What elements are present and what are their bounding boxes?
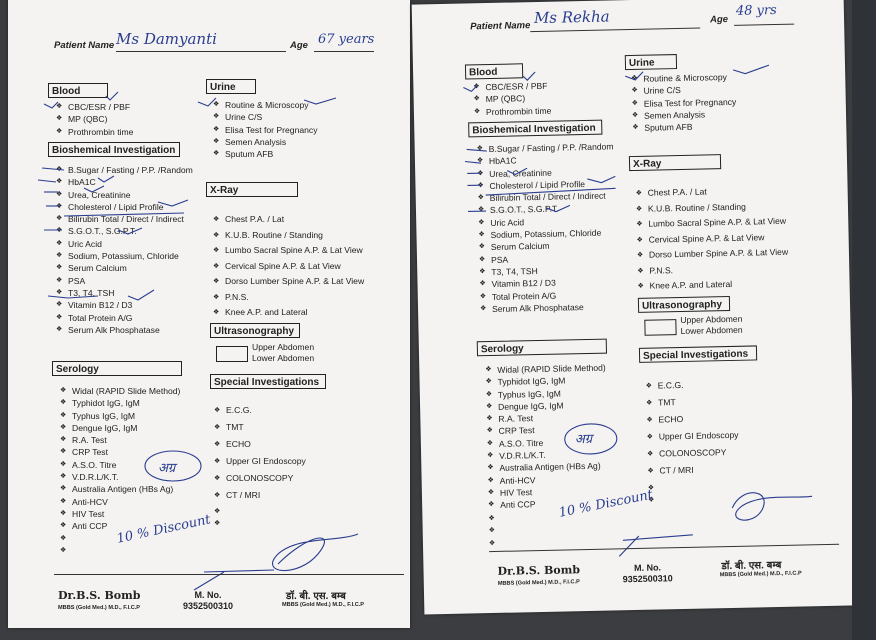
list-item: ❖ Cholesterol / Lipid Profile bbox=[477, 177, 614, 192]
list-item: ❖ MP (QBC) bbox=[474, 92, 552, 106]
blood-list bbox=[473, 80, 551, 119]
doctor-qualification: MBBS (Gold Med.) M.D., F.I.C.P bbox=[497, 579, 580, 587]
mobile-label: M. No. bbox=[633, 562, 662, 574]
usg-upper: Upper Abdomen bbox=[680, 313, 743, 326]
list-item: ❖ V.D.R.L/K.T. bbox=[487, 448, 608, 463]
biochem-list bbox=[477, 140, 617, 315]
doctor-name: Dr.B.S. Bomb bbox=[58, 589, 141, 602]
urine-list bbox=[213, 99, 318, 160]
list-item: ❖ E.C.G. bbox=[214, 402, 306, 419]
usg-header: Ultrasonography bbox=[210, 323, 300, 338]
age-label: Age bbox=[290, 40, 308, 51]
doctor-name: Dr.B.S. Bomb bbox=[497, 563, 581, 578]
list-item: ❖ Upper GI Endoscopy bbox=[214, 453, 306, 470]
list-item: ❖ Sodium, Potassium, Chloride bbox=[478, 226, 615, 241]
list-item: ❖ Dengue IgG, IgM bbox=[60, 422, 180, 434]
list-item: ❖ Semen Analysis bbox=[213, 136, 318, 148]
usg-options bbox=[252, 342, 314, 364]
urine-list bbox=[631, 71, 737, 135]
list-item: ❖ Vitamin B12 / D3 bbox=[56, 299, 193, 311]
blank-bullets bbox=[488, 513, 501, 550]
list-item: ❖ Australia Antigen (HBs Ag) bbox=[60, 483, 180, 495]
list-item: ❖ CT / MRI bbox=[647, 461, 739, 480]
mobile-number: 9352500310 bbox=[182, 601, 234, 611]
list-item: ❖ Widal (RAPID Slide Method) bbox=[485, 362, 606, 377]
list-item: ❖ HbA1C bbox=[56, 176, 193, 188]
list-item: ❖ Chest P.A. / Lat bbox=[213, 212, 364, 228]
usg-checkbox bbox=[216, 346, 248, 362]
biochem-list bbox=[56, 164, 193, 336]
list-item: ❖ COLONOSCOPY bbox=[214, 470, 306, 487]
usg-lower: Lower Abdomen bbox=[680, 324, 743, 337]
list-item: ❖ Anti CCP bbox=[60, 520, 180, 532]
xray-header: X-Ray bbox=[629, 154, 721, 171]
list-item: ❖ Upper GI Endoscopy bbox=[647, 427, 739, 446]
list-item: ❖ Prothrombin time bbox=[474, 104, 552, 118]
list-item: ❖ Serum Alk Phosphatase bbox=[56, 324, 193, 336]
special-list bbox=[646, 376, 740, 480]
list-item: ❖ Uric Acid bbox=[56, 238, 193, 250]
list-item: ❖ Urine C/S bbox=[631, 83, 736, 97]
list-item: ❖ PSA bbox=[56, 275, 193, 287]
serology-header: Serology bbox=[52, 361, 182, 376]
list-item: ❖ P.N.S. bbox=[637, 260, 788, 279]
usg-lower: Lower Abdomen bbox=[252, 353, 315, 363]
list-item: ❖ PSA bbox=[479, 251, 616, 266]
list-item: ❖ Prothrombin time bbox=[56, 126, 133, 138]
xray-header: X-Ray bbox=[206, 182, 298, 197]
doctor-qualification: MBBS (Gold Med.) M.D., F.I.C.P bbox=[58, 605, 141, 611]
handwritten-circle-text: अग्र bbox=[158, 461, 176, 476]
patient-name-value: Ms Damyanti bbox=[116, 30, 217, 48]
list-item: ❖ Cervical Spine A.P. & Lat View bbox=[636, 229, 787, 248]
list-item: ❖ Total Protein A/G bbox=[480, 288, 617, 303]
serology-header: Serology bbox=[477, 339, 607, 357]
list-item: ❖ R.A. Test bbox=[60, 434, 180, 446]
patient-name-value: Ms Rekha bbox=[533, 7, 610, 28]
list-item: ❖ K.U.B. Routine / Standing bbox=[636, 198, 787, 217]
doctor-name-hindi: डॉ. बी. एस. बम्ब bbox=[721, 559, 782, 573]
list-item: ❖ Dorso Lumber Spine A.P. & Lat View bbox=[637, 245, 788, 264]
list-item: ❖ Elisa Test for Pregnancy bbox=[632, 95, 737, 109]
blood-header: Blood bbox=[465, 63, 523, 79]
doctor-qualification-hindi: MBBS (Gold Med.) M.D., F.I.C.P bbox=[282, 602, 365, 608]
list-item: ❖ COLONOSCOPY bbox=[647, 444, 739, 463]
prescription-form-right bbox=[412, 0, 857, 614]
usg-checkbox bbox=[644, 319, 676, 336]
list-item: ❖ T3, T4, TSH bbox=[479, 263, 616, 278]
list-item: ❖ Routine & Microscopy bbox=[631, 71, 736, 85]
list-item: ❖ Serum Calcium bbox=[56, 262, 193, 274]
list-item: ❖ MP (QBC) bbox=[56, 113, 133, 125]
list-item: ❖ Uric Acid bbox=[478, 214, 615, 229]
list-item: ❖ CRP Test bbox=[486, 423, 607, 438]
list-item: ❖ Sputum AFB bbox=[632, 120, 737, 134]
usg-options bbox=[680, 314, 743, 337]
list-item: ❖ HIV Test bbox=[60, 508, 180, 520]
list-item: ❖ S.G.O.T., S.G.P.T. bbox=[56, 225, 193, 237]
list-item: ❖ Knee A.P. and Lateral bbox=[213, 305, 364, 321]
prescription-form-left bbox=[8, 0, 410, 628]
list-item: ❖ Urine C/S bbox=[213, 111, 318, 123]
list-item: ❖ Urea, Creatinine bbox=[56, 189, 193, 201]
list-item: ❖ P.N.S. bbox=[213, 290, 364, 306]
background-edge bbox=[852, 0, 876, 640]
list-item: ❖ Bilirubin Total / Direct / Indirect bbox=[478, 190, 615, 205]
age-label: Age bbox=[709, 13, 729, 26]
urine-header: Urine bbox=[625, 54, 677, 70]
list-item: ❖ Typhus IgG, IgM bbox=[60, 410, 180, 422]
doctor-name-hindi: डॉ. बी. एस. बम्ब bbox=[286, 591, 346, 602]
patient-name-label: Patient Name bbox=[470, 20, 531, 33]
list-item: ❖ Semen Analysis bbox=[632, 108, 737, 122]
list-item: ❖ HbA1C bbox=[477, 153, 614, 168]
blood-header: Blood bbox=[48, 83, 108, 98]
doctor-qualification-hindi: MBBS (Gold Med.) M.D., F.I.C.P bbox=[719, 570, 802, 579]
list-item: ❖ K.U.B. Routine / Standing bbox=[213, 228, 364, 244]
list-item: ❖ Serum Alk Phosphatase bbox=[480, 300, 617, 315]
handwritten-circle-text: अग्र bbox=[574, 431, 593, 448]
list-item: ❖ HIV Test bbox=[488, 485, 609, 500]
list-item: ❖ Cholesterol / Lipid Profile bbox=[56, 201, 193, 213]
list-item: ❖ Serum Calcium bbox=[479, 239, 616, 254]
usg-upper: Upper Abdomen bbox=[252, 342, 315, 352]
list-item: ❖ R.A. Test bbox=[486, 411, 607, 426]
list-item: ❖ Anti-HCV bbox=[488, 472, 609, 487]
mobile-number: 9352500310 bbox=[622, 573, 673, 585]
special-list bbox=[214, 402, 306, 504]
list-item: ❖ Typhidot IgG, IgM bbox=[485, 374, 606, 389]
list-item: ❖ CRP Test bbox=[60, 446, 180, 458]
biochem-header: Bioshemical Investigation bbox=[48, 142, 180, 157]
list-item: ❖ Australia Antigen (HBs Ag) bbox=[487, 460, 608, 475]
list-item: ❖ Dengue IgG, IgM bbox=[486, 398, 607, 413]
list-item: ❖ B.Sugar / Fasting / P.P. /Random bbox=[56, 164, 193, 176]
urine-header: Urine bbox=[206, 79, 256, 94]
list-item: ❖ S.G.O.T., S.G.P.T. bbox=[478, 202, 615, 217]
blood-list bbox=[56, 101, 133, 138]
list-item: ❖ Widal (RAPID Slide Method) bbox=[60, 385, 180, 397]
list-item: ❖ A.S.O. Titre bbox=[487, 435, 608, 450]
usg-header: Ultrasonography bbox=[638, 296, 730, 313]
list-item: ❖ Anti-HCV bbox=[60, 496, 180, 508]
patient-name-label: Patient Name bbox=[54, 40, 115, 51]
list-item: ❖ CBC/ESR / PBF bbox=[56, 101, 133, 113]
list-item: ❖ Urea, Creatinine bbox=[477, 165, 614, 180]
mobile-block bbox=[178, 590, 238, 612]
list-item: ❖ Vitamin B12 / D3 bbox=[479, 276, 616, 291]
list-item: ❖ Dorso Lumber Spine A.P. & Lat View bbox=[213, 274, 364, 290]
list-item: ❖ Sodium, Potassium, Chloride bbox=[56, 250, 193, 262]
blank-bullets bbox=[214, 503, 226, 528]
mobile-block bbox=[617, 562, 677, 585]
handwritten-discount: 10 % Discount bbox=[557, 487, 655, 521]
list-item: ❖ E.C.G. bbox=[646, 376, 738, 395]
list-item: ❖ V.D.R.L/K.T. bbox=[60, 471, 180, 483]
list-item: ❖ Elisa Test for Pregnancy bbox=[213, 124, 318, 136]
list-item: ❖ Cervical Spine A.P. & Lat View bbox=[213, 259, 364, 275]
special-header: Special Investigations bbox=[210, 374, 326, 389]
list-item: ❖ A.S.O. Titre bbox=[60, 459, 180, 471]
list-item: ❖ Lumbo Sacral Spine A.P. & Lat View bbox=[213, 243, 364, 259]
list-item: ❖ Lumbo Sacral Spine A.P. & Lat View bbox=[636, 214, 787, 233]
list-item: ❖ Bilirubin Total / Direct / Indirect bbox=[56, 213, 193, 225]
list-item: ❖ CT / MRI bbox=[214, 487, 306, 504]
list-item: ❖ Typhus IgG, IgM bbox=[486, 386, 607, 401]
list-item: ❖ T3, T4, TSH bbox=[56, 287, 193, 299]
list-item: ❖ Typhidot IgG, IgM bbox=[60, 397, 180, 409]
xray-list bbox=[213, 212, 364, 321]
list-item: ❖ ECHO bbox=[214, 436, 306, 453]
list-item: ❖ Sputum AFB bbox=[213, 148, 318, 160]
list-item: ❖ Routine & Microscopy bbox=[213, 99, 318, 111]
blank-bullets bbox=[60, 533, 72, 558]
mobile-label: M. No. bbox=[194, 590, 222, 600]
handwritten-discount: 10 % Discount bbox=[115, 512, 213, 547]
list-item: ❖ Anti CCP bbox=[488, 497, 609, 512]
list-item: ❖ Knee A.P. and Lateral bbox=[637, 276, 788, 295]
list-item: ❖ CBC/ESR / PBF bbox=[473, 80, 551, 94]
list-item: ❖ ECHO bbox=[646, 410, 738, 429]
list-item: ❖ Chest P.A. / Lat bbox=[636, 183, 787, 202]
list-item: ❖ TMT bbox=[214, 419, 306, 436]
biochem-header: Bioshemical Investigation bbox=[468, 120, 602, 138]
list-item: ❖ TMT bbox=[646, 393, 738, 412]
special-header: Special Investigations bbox=[639, 345, 757, 362]
xray-list bbox=[636, 183, 789, 295]
list-item: ❖ Total Protein A/G bbox=[56, 312, 193, 324]
age-value: 67 years bbox=[318, 32, 375, 47]
list-item: ❖ B.Sugar / Fasting / P.P. /Random bbox=[477, 140, 614, 155]
age-value: 48 yrs bbox=[735, 2, 777, 19]
